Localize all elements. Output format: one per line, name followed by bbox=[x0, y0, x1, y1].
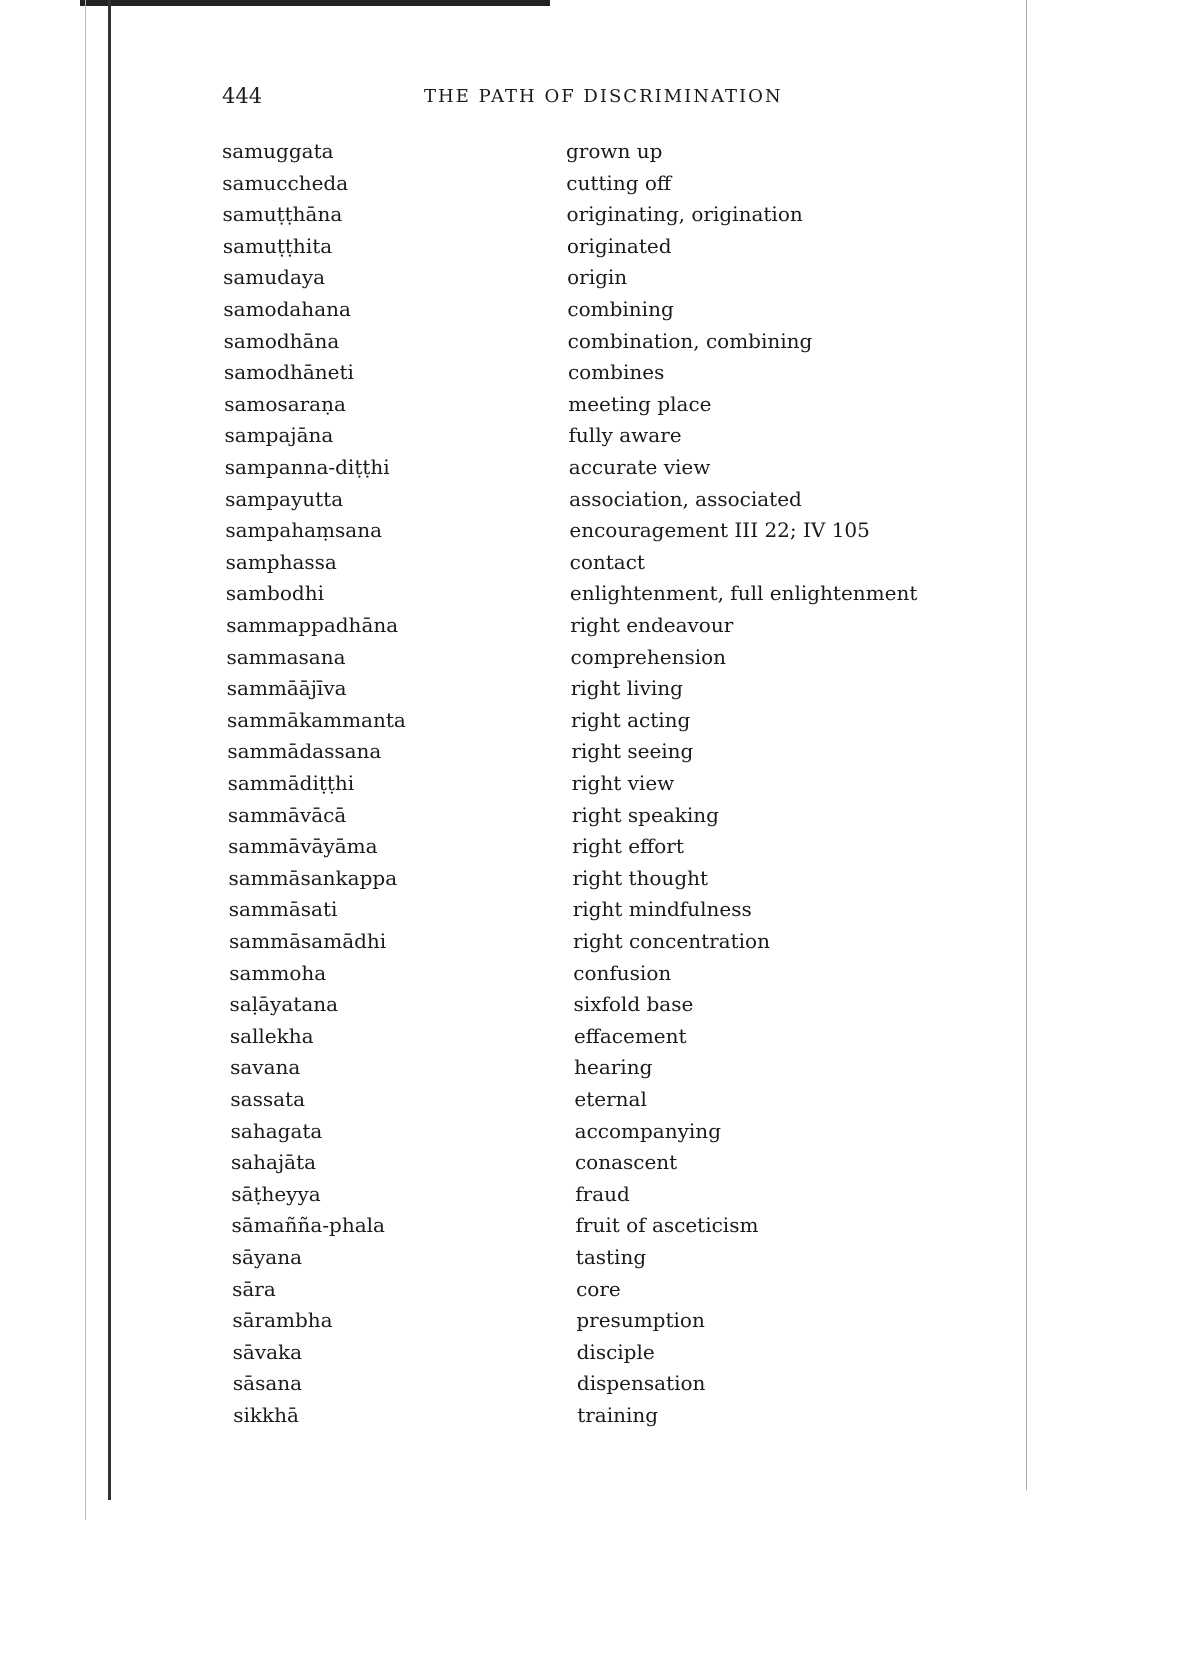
english-gloss: right view bbox=[571, 771, 675, 795]
pali-term: sampanna-diṭṭhi bbox=[224, 455, 390, 479]
pali-term: savana bbox=[230, 1055, 301, 1080]
pali-term: sammāvāyāma bbox=[228, 834, 378, 859]
english-gloss: accompanying bbox=[574, 1118, 721, 1143]
pali-term: saḷāyatana bbox=[229, 992, 339, 1017]
pali-term: samuṭṭhita bbox=[222, 233, 333, 258]
running-head: THE PATH OF DISCRIMINATION bbox=[424, 86, 783, 107]
pali-term: sallekha bbox=[229, 1023, 314, 1048]
pali-term: sammappadhāna bbox=[226, 613, 399, 637]
page-number: 444 bbox=[222, 84, 263, 108]
pali-term: samphassa bbox=[225, 549, 337, 574]
english-gloss: hearing bbox=[574, 1055, 653, 1080]
pali-term: samosaraṇa bbox=[224, 391, 346, 416]
english-gloss: core bbox=[576, 1276, 621, 1301]
english-gloss: grown up bbox=[566, 139, 663, 163]
pali-term: sahagata bbox=[230, 1118, 323, 1143]
english-gloss: right speaking bbox=[571, 802, 719, 827]
english-gloss: tasting bbox=[575, 1245, 647, 1269]
pali-term: samodahana bbox=[223, 297, 351, 321]
pali-term: sāsana bbox=[232, 1371, 303, 1396]
scan-edge-left bbox=[108, 0, 111, 1500]
english-gloss: originating, origination bbox=[566, 202, 803, 227]
pali-term: sammāsati bbox=[228, 897, 338, 922]
english-gloss: eternal bbox=[574, 1087, 647, 1111]
pali-term: samuṭṭhāna bbox=[222, 202, 343, 227]
pali-term: sahajāta bbox=[230, 1150, 317, 1175]
pali-term: sāmañña-phala bbox=[231, 1213, 385, 1238]
english-gloss: right living bbox=[570, 676, 683, 701]
english-gloss: confusion bbox=[573, 960, 672, 985]
english-gloss: meeting place bbox=[568, 391, 712, 416]
english-gloss: right effort bbox=[572, 834, 684, 859]
pali-term: sāvaka bbox=[232, 1339, 303, 1364]
pali-term: samuccheda bbox=[222, 170, 349, 195]
english-gloss: right acting bbox=[571, 707, 691, 732]
english-gloss: contact bbox=[569, 549, 645, 574]
page-header bbox=[222, 84, 822, 114]
english-gloss: association, associated bbox=[569, 486, 802, 511]
pali-term: sammasana bbox=[226, 644, 346, 669]
english-gloss: cutting off bbox=[566, 170, 672, 195]
pali-term: sammāsamādhi bbox=[229, 929, 387, 953]
pali-term: sāra bbox=[232, 1276, 276, 1301]
english-gloss: presumption bbox=[576, 1308, 705, 1333]
english-gloss: fully aware bbox=[568, 423, 682, 448]
english-gloss: training bbox=[577, 1403, 659, 1427]
pali-term: samodhāna bbox=[223, 328, 340, 353]
english-gloss: combines bbox=[567, 360, 665, 385]
pali-term: sampahaṃsana bbox=[225, 518, 382, 543]
english-gloss: right seeing bbox=[571, 739, 694, 764]
english-gloss: right thought bbox=[572, 865, 709, 890]
english-gloss: accurate view bbox=[568, 455, 711, 479]
english-gloss: conascent bbox=[574, 1150, 678, 1175]
pali-term: sammāājīva bbox=[226, 676, 347, 701]
pali-term: sāṭheyya bbox=[231, 1181, 321, 1206]
english-gloss: origin bbox=[567, 265, 628, 290]
pali-term: sammoha bbox=[229, 960, 327, 985]
english-gloss: originated bbox=[566, 233, 672, 258]
english-gloss: fraud bbox=[575, 1181, 630, 1206]
pali-term: sammādassana bbox=[227, 739, 382, 764]
pali-term: samudaya bbox=[223, 265, 326, 290]
pali-term: samuggata bbox=[222, 139, 334, 163]
english-gloss: fruit of asceticism bbox=[575, 1213, 759, 1238]
english-gloss: right mindfulness bbox=[572, 897, 752, 922]
english-gloss: encouragement III 22; IV 105 bbox=[569, 518, 870, 543]
english-gloss: right concentration bbox=[573, 929, 770, 953]
english-gloss: enlightenment, full enlightenment bbox=[569, 581, 918, 606]
pali-term: sampayutta bbox=[225, 486, 344, 511]
pali-term: sammādiṭṭhi bbox=[227, 771, 355, 795]
english-gloss: dispensation bbox=[576, 1371, 706, 1396]
pali-term: sammāsankappa bbox=[228, 865, 398, 890]
pali-term: sikkhā bbox=[233, 1403, 299, 1427]
pali-term: sārambha bbox=[232, 1308, 333, 1333]
pali-term: sammāvācā bbox=[227, 802, 347, 827]
pali-term: sammākammanta bbox=[227, 707, 406, 732]
english-gloss: right endeavour bbox=[570, 613, 734, 637]
pali-term: sassata bbox=[230, 1087, 305, 1111]
english-gloss: disciple bbox=[576, 1339, 655, 1364]
pali-term: sampajāna bbox=[224, 423, 334, 448]
scan-edge-left-faint bbox=[85, 0, 86, 1520]
english-gloss: effacement bbox=[573, 1023, 687, 1048]
english-gloss: combination, combining bbox=[567, 328, 813, 353]
scan-edge-top bbox=[80, 0, 550, 6]
pali-term: samodhāneti bbox=[223, 360, 354, 385]
english-gloss: sixfold base bbox=[573, 992, 694, 1017]
pali-term: sambodhi bbox=[225, 581, 324, 606]
pali-term: sāyana bbox=[231, 1245, 303, 1269]
english-gloss: combining bbox=[567, 297, 674, 321]
scan-edge-right bbox=[1026, 0, 1027, 1490]
english-gloss: comprehension bbox=[570, 644, 727, 669]
